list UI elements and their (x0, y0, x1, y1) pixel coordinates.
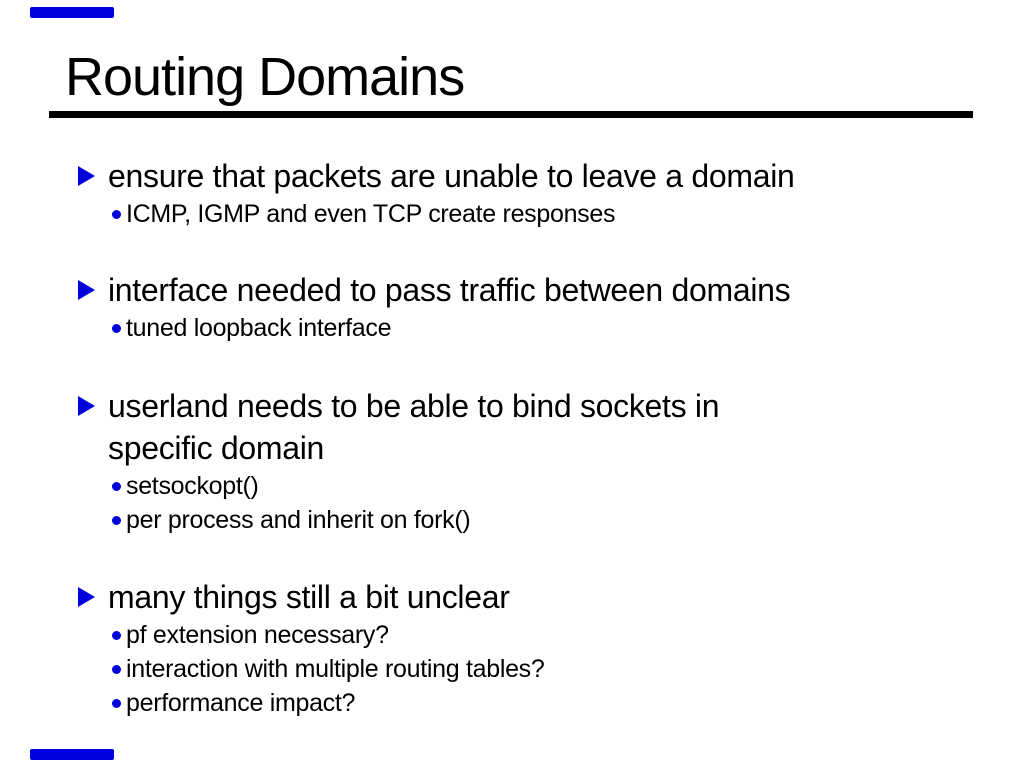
bullet-dot-icon (112, 631, 121, 640)
bullet-main (78, 385, 818, 469)
sub-bullet (78, 503, 958, 537)
sub-bullet (78, 197, 958, 231)
bullet-triangle-icon (78, 396, 95, 416)
title-underline (49, 111, 973, 118)
sub-bullet (78, 652, 958, 686)
bottom-left-accent-bar (30, 749, 114, 760)
sub-bullet-text: ICMP, IGMP and even TCP create responses (126, 200, 616, 228)
bullet-main (78, 269, 818, 311)
bullet-group (78, 576, 958, 720)
bullet-text: userland needs to be able to bind sockets in specific domain (108, 388, 720, 466)
bullet-dot-icon (112, 210, 121, 219)
bullet-text: many things still a bit unclear (108, 579, 510, 615)
bullet-group (78, 385, 958, 537)
bullet-group (78, 155, 958, 231)
slide-title: Routing Domains (65, 47, 465, 107)
bullet-main (78, 576, 818, 618)
sub-bullet (78, 311, 958, 345)
sub-bullet-text: tuned loopback interface (126, 314, 392, 342)
sub-bullet-text: performance impact? (126, 689, 356, 717)
bullet-text: interface needed to pass traffic between domains (108, 272, 791, 308)
bullet-text: ensure that packets are unable to leave a domain (108, 158, 795, 194)
sub-bullet-text: pf extension necessary? (126, 621, 389, 649)
bullet-dot-icon (112, 324, 121, 333)
bullet-group (78, 269, 958, 345)
bullet-dot-icon (112, 665, 121, 674)
sub-bullet-text: per process and inherit on fork() (126, 506, 471, 534)
bullet-triangle-icon (78, 280, 95, 300)
sub-bullet (78, 618, 958, 652)
sub-bullet (78, 469, 958, 503)
top-left-accent-bar (30, 7, 114, 18)
sub-bullet (78, 686, 958, 720)
bullet-dot-icon (112, 699, 121, 708)
bullet-dot-icon (112, 516, 121, 525)
sub-bullet-text: setsockopt() (126, 472, 259, 500)
sub-bullet-text: interaction with multiple routing tables? (126, 655, 545, 683)
bullet-triangle-icon (78, 166, 95, 186)
bullet-dot-icon (112, 482, 121, 491)
bullet-triangle-icon (78, 587, 95, 607)
bullet-main (78, 155, 818, 197)
